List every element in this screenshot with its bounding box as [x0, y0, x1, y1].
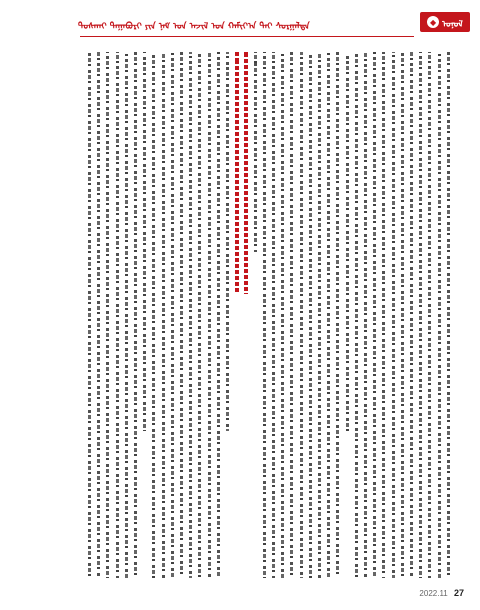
- text-column: [309, 52, 312, 578]
- text-column: [162, 52, 165, 578]
- article-body: [86, 52, 456, 578]
- text-column: [106, 52, 109, 578]
- text-column: [226, 52, 229, 431]
- text-column: [208, 52, 211, 578]
- text-column: [300, 52, 303, 578]
- text-column: [318, 52, 321, 578]
- text-column: [272, 52, 275, 578]
- text-column: [152, 52, 155, 578]
- text-column: [88, 52, 91, 578]
- section-title: ᠲᠤᠰᠬᠠᠢ ᠳᠠᠭᠠᠪᠤᠷᠢ ᠶᠢᠨ ᠨᠠᠮ ᠤᠨ ᠠᠵᠢᠯ ᠤᠨ ᠬᠠᠮᠢᠶ᠎ᠠ ᠲᠠᠢ ᠰᠤᠷᠭᠠᠯᠲᠠ: [78, 22, 310, 32]
- text-column: [447, 52, 450, 578]
- text-column: [336, 52, 339, 578]
- issue-date: 2022.11: [419, 589, 448, 598]
- text-column: [410, 52, 413, 578]
- text-column: [419, 52, 422, 578]
- text-column: [373, 52, 376, 578]
- text-column: [97, 52, 100, 578]
- text-column: [143, 52, 146, 431]
- text-column: [125, 52, 128, 578]
- text-column: [116, 52, 119, 578]
- text-column: [428, 52, 431, 578]
- circle-number-icon: ◆: [427, 16, 439, 28]
- text-column: [364, 52, 367, 578]
- sub-heading-column: [244, 52, 248, 294]
- text-column: [217, 52, 220, 578]
- text-column: [263, 52, 266, 578]
- text-column: [254, 52, 257, 252]
- text-column: [180, 52, 183, 578]
- text-column: [355, 52, 358, 578]
- sub-heading-column: [235, 52, 239, 294]
- text-column: [382, 52, 385, 578]
- text-column: [171, 52, 174, 578]
- text-column: [290, 52, 293, 578]
- text-column: [438, 52, 441, 578]
- text-column: [392, 52, 395, 578]
- text-column: [198, 52, 201, 578]
- text-column: [134, 52, 137, 578]
- text-column: [281, 52, 284, 578]
- text-column: [327, 52, 330, 578]
- text-column: [189, 52, 192, 578]
- section-badge-label: ᠣᠨᠣᠯ: [442, 20, 463, 30]
- page-number: 27: [453, 588, 464, 598]
- text-column: [401, 52, 404, 578]
- text-column: [346, 52, 349, 431]
- section-badge: [420, 12, 470, 32]
- title-divider: [80, 36, 414, 37]
- page-footer: [419, 588, 464, 598]
